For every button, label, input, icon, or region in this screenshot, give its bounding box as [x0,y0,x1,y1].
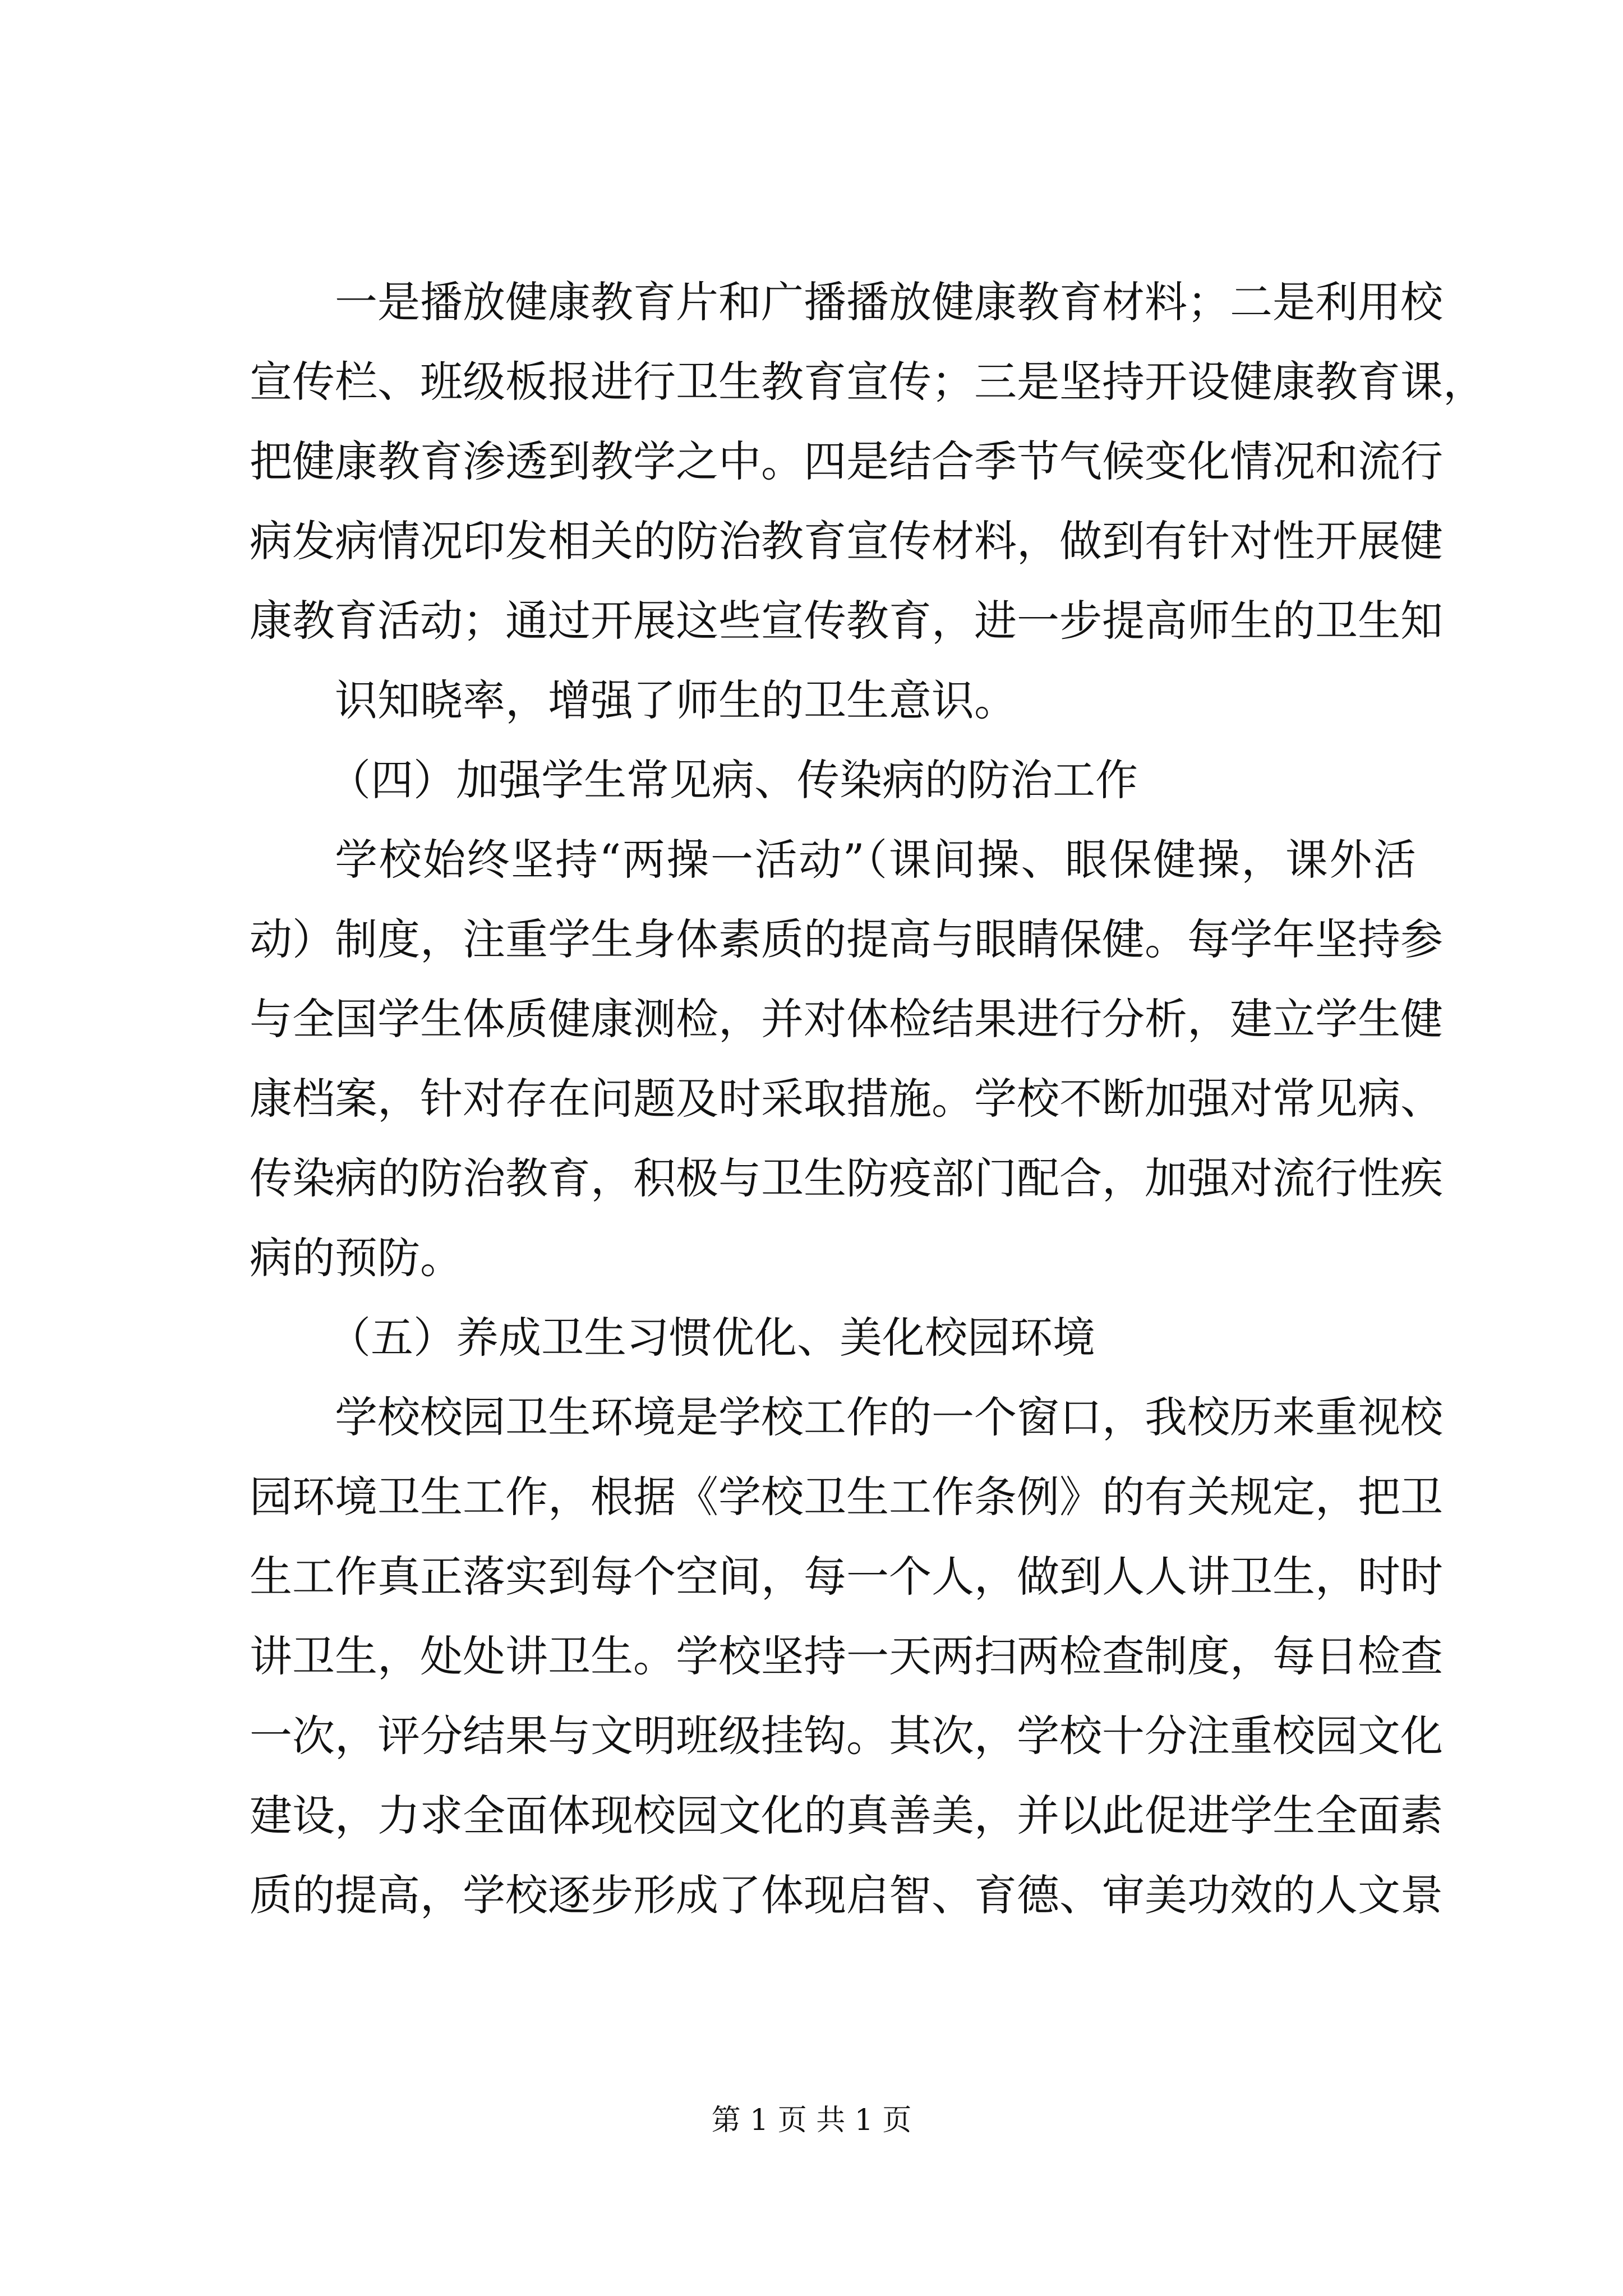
paragraph-line: 病发病情况印发相关的防治教育宣传材料，做到有针对性开展健 [250,516,1443,566]
paragraph-line: 康教育活动；通过开展这些宣传教育，进一步提高师生的卫生知 [250,596,1443,646]
paragraph-line: 传染病的防治教育，积极与卫生防疫部门配合，加强对流行性疾 [250,1153,1443,1203]
paragraph-line: 一是播放健康教育片和广播播放健康教育材料；二是利用校 [335,277,1443,327]
paragraph-line: 质的提高，学校逐步形成了体现启智、育德、审美功效的人文景 [250,1870,1443,1920]
paragraph-line: 康档案，针对存在问题及时采取措施。学校不断加强对常见病、 [250,1074,1443,1124]
paragraph-line: 讲卫生，处处讲卫生。学校坚持一天两扫两检查制度，每日检查 [250,1631,1443,1681]
section-heading: （五）养成卫生习惯优化、美化校园环境 [328,1313,1095,1363]
paragraph-line: 建设，力求全面体现校园文化的真善美，并以此促进学生全面素 [250,1791,1443,1841]
paragraph-line: 动）制度，注重学生身体素质的提高与眼睛保健。每学年坚持参 [250,914,1443,964]
document-body [250,263,1486,1935]
paragraph-line: 学校校园卫生环境是学校工作的一个窗口，我校历来重视校 [335,1392,1443,1442]
paragraph-line: 一次，评分结果与文明班级挂钩。其次，学校十分注重校园文化 [250,1711,1443,1761]
paragraph-line: 宣传栏、班级板报进行卫生教育宣传；三是坚持开设健康教育课， [250,357,1486,407]
section-heading: （四）加强学生常见病、传染病的防治工作 [328,755,1138,805]
paragraph-line: 生工作真正落实到每个空间，每一个人，做到人人讲卫生，时时 [250,1552,1443,1602]
paragraph-line: 病的预防。 [250,1233,463,1283]
paragraph-line: 学校始终坚持“两操一活动”（课间操、眼保健操，课外活 [335,835,1416,885]
paragraph-line: 把健康教育渗透到教学之中。四是结合季节气候变化情况和流行 [250,436,1443,486]
paragraph-line: 与全国学生体质健康测检，并对体检结果进行分析，建立学生健 [250,994,1443,1044]
paragraph-line: 园环境卫生工作，根据《学校卫生工作条例》的有关规定，把卫 [250,1472,1443,1522]
page-number-footer: 第 1 页 共 1 页 [711,2104,912,2137]
paragraph-line: 识知晓率，增强了师生的卫生意识。 [335,675,1017,725]
